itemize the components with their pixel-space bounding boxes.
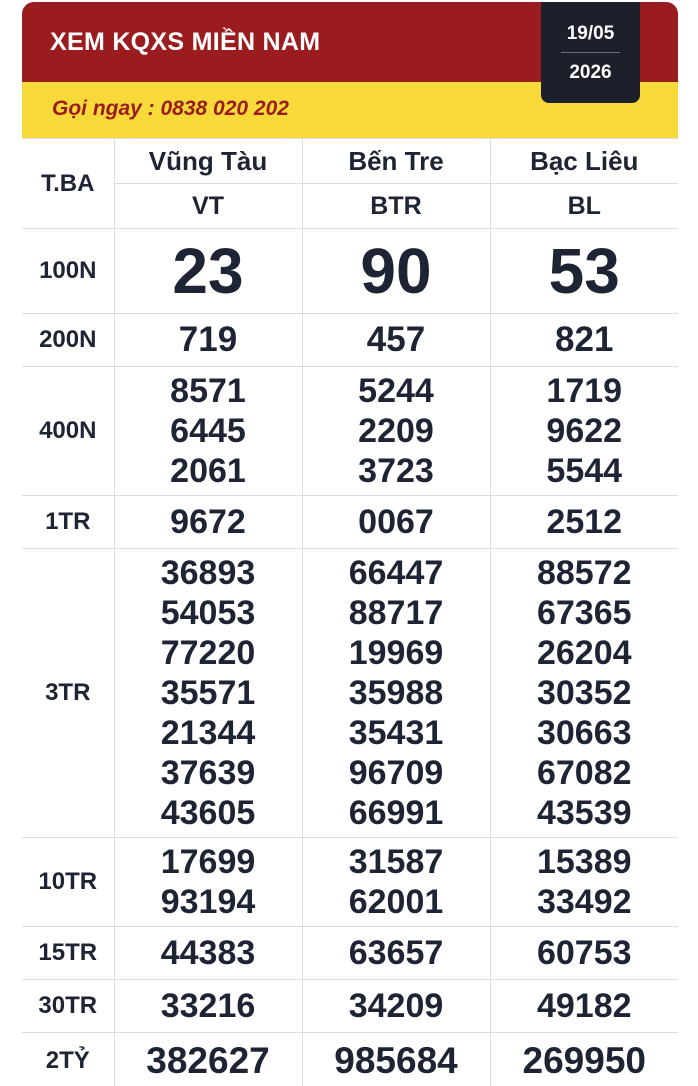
province-name-row xyxy=(22,139,678,184)
jackpot-number: 985684 xyxy=(302,1033,490,1086)
prize-number: 23 xyxy=(114,229,302,314)
prize-label: 100N xyxy=(22,229,114,314)
prize-number: 35431 xyxy=(348,714,444,752)
jackpot-number: 382627 xyxy=(114,1033,302,1086)
prize-number: 66447 xyxy=(348,554,444,592)
prize-label: 30TR xyxy=(22,980,114,1033)
page-title: XEM KQXS MIỀN NAM xyxy=(50,28,321,56)
date-badge xyxy=(541,2,640,103)
province-code: BL xyxy=(490,184,678,229)
jackpot-number: 269950 xyxy=(490,1033,678,1086)
prize-number: 35571 xyxy=(160,674,256,712)
prize-row-200n xyxy=(22,314,678,367)
prize-number: 5244 xyxy=(358,372,434,410)
prize-cell xyxy=(114,367,302,496)
prize-number: 821 xyxy=(490,314,678,367)
prize-number: 49182 xyxy=(490,980,678,1033)
prize-cell xyxy=(114,838,302,927)
prize-number: 67365 xyxy=(536,594,632,632)
prize-number: 37639 xyxy=(160,754,256,792)
prize-row-2ty xyxy=(22,1033,678,1086)
prize-number: 30352 xyxy=(536,674,632,712)
prize-row-100n xyxy=(22,229,678,314)
prize-number: 31587 xyxy=(348,843,444,881)
province-name[interactable]: Bạc Liêu xyxy=(490,139,678,184)
prize-cell xyxy=(490,549,678,838)
prize-number: 44383 xyxy=(114,927,302,980)
weekday-label: T.BA xyxy=(22,139,114,229)
prize-cell xyxy=(490,838,678,927)
prize-number: 1719 xyxy=(546,372,623,410)
prize-row-10tr xyxy=(22,838,678,927)
prize-cell xyxy=(490,367,678,496)
prize-number: 96709 xyxy=(348,754,444,792)
prize-number: 34209 xyxy=(302,980,490,1033)
prize-label: 200N xyxy=(22,314,114,367)
prize-number: 2512 xyxy=(490,496,678,549)
hotline-link[interactable]: Gọi ngay : 0838 020 202 xyxy=(52,97,289,120)
prize-number: 43539 xyxy=(536,794,632,832)
province-name[interactable]: Vũng Tàu xyxy=(114,139,302,184)
prize-number: 43605 xyxy=(160,794,256,832)
prize-number: 2061 xyxy=(170,452,246,490)
prize-number: 66991 xyxy=(348,794,444,832)
prize-number: 53 xyxy=(490,229,678,314)
province-code: BTR xyxy=(302,184,490,229)
prize-cell xyxy=(302,549,490,838)
province-code: VT xyxy=(114,184,302,229)
prize-number: 0067 xyxy=(302,496,490,549)
prize-number: 5544 xyxy=(546,452,623,490)
prize-number: 35988 xyxy=(348,674,444,712)
prize-number: 15389 xyxy=(536,843,632,881)
prize-label: 10TR xyxy=(22,838,114,927)
prize-number: 21344 xyxy=(160,714,256,752)
prize-number: 9672 xyxy=(114,496,302,549)
prize-number: 3723 xyxy=(358,452,434,490)
prize-number: 62001 xyxy=(348,883,444,921)
prize-number: 457 xyxy=(302,314,490,367)
prize-label: 3TR xyxy=(22,549,114,838)
prize-number: 33492 xyxy=(536,883,632,921)
prize-number: 8571 xyxy=(170,372,246,410)
prize-number: 63657 xyxy=(302,927,490,980)
prize-number: 88572 xyxy=(536,554,632,592)
prize-number: 90 xyxy=(302,229,490,314)
prize-row-30tr xyxy=(22,980,678,1033)
prize-row-1tr xyxy=(22,496,678,549)
prize-number: 26204 xyxy=(536,634,632,672)
prize-cell xyxy=(302,838,490,927)
province-code-row xyxy=(22,184,678,229)
prize-label: 2TỶ xyxy=(22,1033,114,1086)
prize-number: 93194 xyxy=(160,883,256,921)
prize-number: 6445 xyxy=(170,412,246,450)
prize-number: 88717 xyxy=(348,594,444,632)
prize-number: 719 xyxy=(114,314,302,367)
prize-row-400n xyxy=(22,367,678,496)
prize-number: 67082 xyxy=(536,754,632,792)
prize-label: 15TR xyxy=(22,927,114,980)
prize-row-15tr xyxy=(22,927,678,980)
date-year: 2026 xyxy=(569,62,612,83)
prize-number: 30663 xyxy=(536,714,632,752)
prize-number: 77220 xyxy=(160,634,256,672)
prize-cell xyxy=(302,367,490,496)
date-day: 19/05 xyxy=(566,23,615,44)
prize-number: 60753 xyxy=(490,927,678,980)
prize-row-3tr xyxy=(22,549,678,838)
prize-label: 1TR xyxy=(22,496,114,549)
prize-number: 17699 xyxy=(160,843,256,881)
prize-number: 2209 xyxy=(358,412,434,450)
results-table xyxy=(22,138,678,1086)
prize-number: 19969 xyxy=(348,634,444,672)
prize-number: 54053 xyxy=(160,594,256,632)
prize-number: 33216 xyxy=(114,980,302,1033)
prize-number: 9622 xyxy=(546,412,623,450)
date-divider xyxy=(561,52,620,53)
prize-label: 400N xyxy=(22,367,114,496)
prize-number: 36893 xyxy=(160,554,256,592)
lottery-results-card xyxy=(22,2,678,1086)
province-name[interactable]: Bến Tre xyxy=(302,139,490,184)
prize-cell xyxy=(114,549,302,838)
